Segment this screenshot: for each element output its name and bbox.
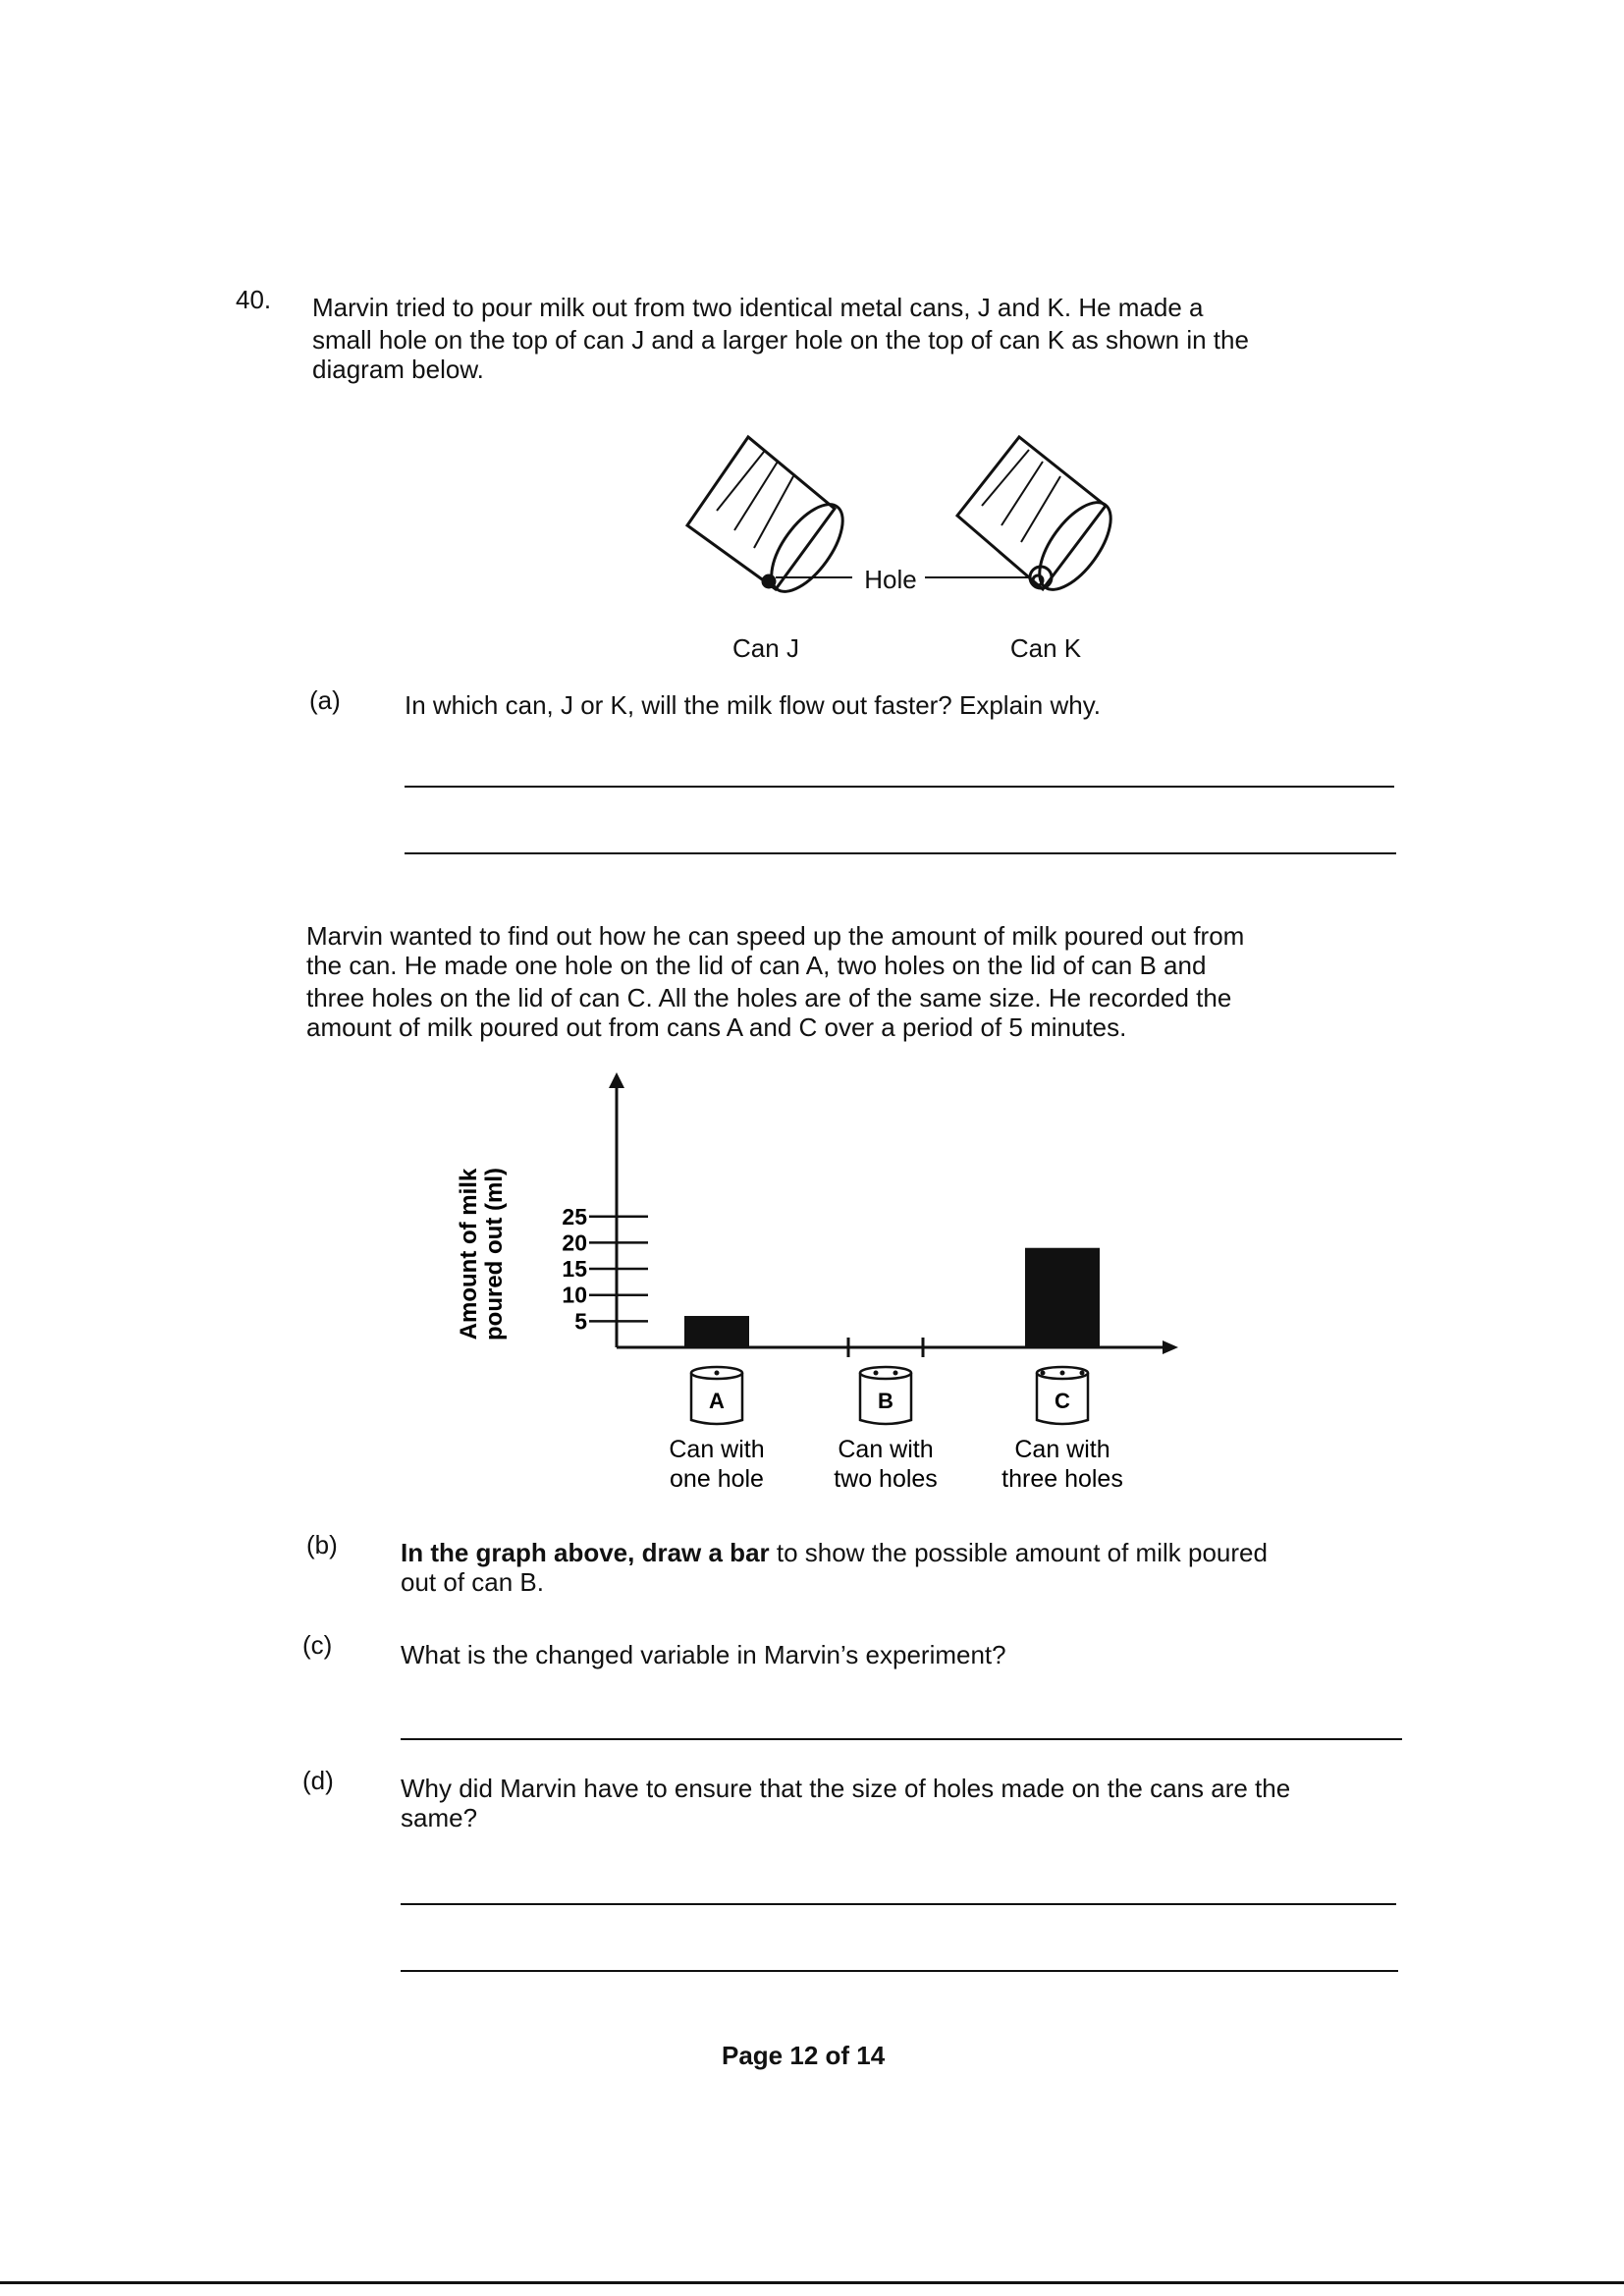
y-axis-label-line: Amount of milk bbox=[456, 1168, 482, 1340]
can-hole bbox=[893, 1371, 898, 1376]
part-d-line-2: same? bbox=[401, 1803, 478, 1832]
part-c-label: (c) bbox=[302, 1630, 333, 1660]
answer-line-d1[interactable] bbox=[401, 1903, 1396, 1905]
experiment-line-4: amount of milk poured out from cans A and C over a period of 5 minutes. bbox=[306, 1012, 1127, 1042]
question-intro-line-3: diagram below. bbox=[312, 355, 484, 384]
x-axis-arrow bbox=[1163, 1340, 1178, 1354]
y-axis-label-line: poured out (ml) bbox=[481, 1168, 508, 1340]
part-b-rest: to show the possible amount of milk poured bbox=[769, 1538, 1268, 1567]
question-number: 40. bbox=[236, 285, 272, 314]
can-k-label: Can K bbox=[1009, 633, 1082, 663]
y-tick-label: 10 bbox=[562, 1282, 587, 1308]
part-a-label: (a) bbox=[309, 685, 341, 715]
answer-line-c[interactable] bbox=[401, 1738, 1402, 1740]
category-label-A: one hole bbox=[670, 1465, 764, 1493]
answer-line-a2[interactable] bbox=[405, 852, 1396, 854]
part-b-bold: In the graph above, draw a bar bbox=[401, 1538, 770, 1567]
bar-A bbox=[684, 1316, 749, 1347]
can-diagram bbox=[677, 422, 1188, 648]
part-b-line-2: out of can B. bbox=[401, 1567, 544, 1597]
answer-line-a1[interactable] bbox=[405, 786, 1394, 788]
category-label-C: three holes bbox=[1001, 1465, 1123, 1493]
category-label-C: Can with bbox=[1014, 1436, 1110, 1463]
can-hole bbox=[1041, 1371, 1046, 1376]
milk-bar-chart bbox=[432, 1061, 1218, 1503]
part-b-question bbox=[401, 1540, 1268, 1565]
y-tick-label: 25 bbox=[562, 1203, 587, 1230]
category-label-B: Can with bbox=[838, 1436, 934, 1463]
part-d-label: (d) bbox=[302, 1766, 334, 1795]
can-hole bbox=[1080, 1371, 1085, 1376]
y-tick-label: 5 bbox=[574, 1308, 587, 1335]
can-hole bbox=[715, 1371, 720, 1376]
can-letter-A: A bbox=[709, 1389, 725, 1413]
y-axis-label bbox=[456, 1168, 508, 1340]
can-letter-B: B bbox=[878, 1389, 893, 1413]
experiment-line-1: Marvin wanted to find out how he can speed up the amount of milk poured out from bbox=[306, 921, 1245, 951]
experiment-line-2: the can. He made one hole on the lid of can A, two holes on the lid of can B and bbox=[306, 951, 1207, 980]
can-letter-C: C bbox=[1055, 1389, 1070, 1413]
hole-label: Hole bbox=[864, 565, 917, 594]
question-intro-line-2: small hole on the top of can J and a larger hole on the top of can K as shown in the bbox=[312, 325, 1249, 355]
question-intro-line-1: Marvin tried to pour milk out from two identical metal cans, J and K. He made a bbox=[312, 293, 1204, 322]
part-c-question: What is the changed variable in Marvin’s experiment? bbox=[401, 1640, 1006, 1669]
y-axis-arrow bbox=[609, 1072, 624, 1088]
can-hole bbox=[1060, 1371, 1065, 1376]
can-hole bbox=[874, 1371, 879, 1376]
category-label-A: Can with bbox=[669, 1436, 765, 1463]
answer-line-d2[interactable] bbox=[401, 1970, 1398, 1972]
page-number: Page 12 of 14 bbox=[722, 2041, 886, 2070]
y-tick-label: 15 bbox=[562, 1256, 587, 1283]
y-tick-label: 20 bbox=[562, 1230, 587, 1256]
category-label-B: two holes bbox=[834, 1465, 938, 1493]
part-a-question: In which can, J or K, will the milk flow out faster? Explain why. bbox=[405, 690, 1102, 720]
bar-C bbox=[1025, 1248, 1100, 1347]
bottom-rule bbox=[0, 2281, 1624, 2284]
part-b-label: (b) bbox=[306, 1530, 338, 1559]
can-j-label: Can J bbox=[732, 633, 799, 663]
can-lid-B bbox=[860, 1367, 911, 1379]
experiment-line-3: three holes on the lid of can C. All the holes are of the same size. He recorded the bbox=[306, 983, 1232, 1012]
part-d-line-1: Why did Marvin have to ensure that the size of holes made on the cans are the bbox=[401, 1774, 1291, 1803]
